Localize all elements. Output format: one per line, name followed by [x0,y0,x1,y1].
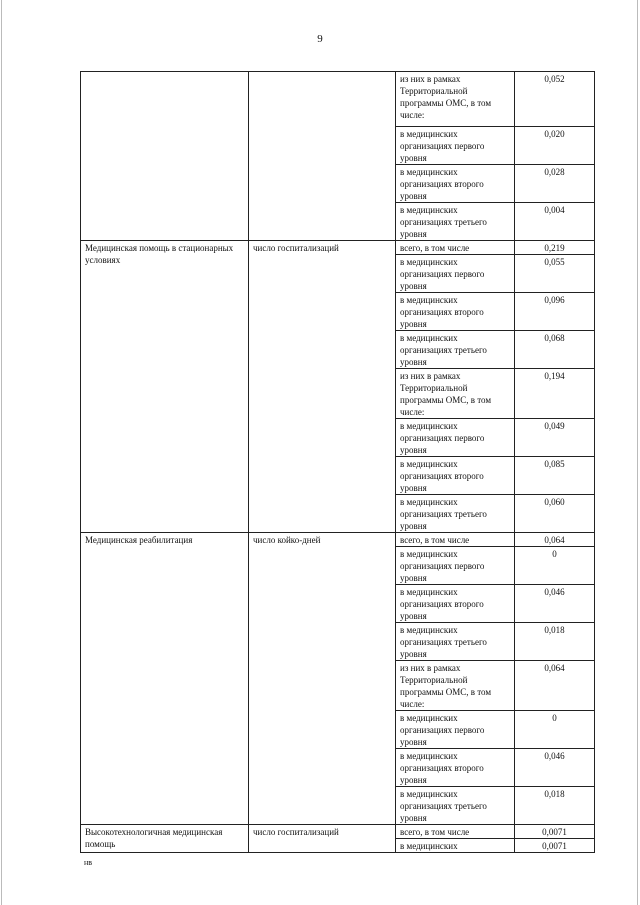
unit-cell [249,72,396,241]
indicator-cell: в медицинских организациях первого уровня [396,255,515,293]
value-cell: 0 [515,711,595,749]
table-row [81,241,595,255]
indicator-cell: в медицинских организациях третьего уровня [396,787,515,825]
value-cell: 0,064 [515,661,595,711]
scan-edge-right [637,0,638,905]
value-cell: 0,049 [515,419,595,457]
value-cell: 0,046 [515,585,595,623]
indicator-cell: в медицинских организациях второго уровня [396,457,515,495]
value-cell: 0,096 [515,293,595,331]
value-cell: 0,020 [515,127,595,165]
unit-cell: число госпитализаций [249,241,396,533]
section-cell: Высокотехнологичная медицинская помощь [81,825,249,853]
section-cell [81,72,249,241]
indicator-cell: всего, в том числе [396,825,515,839]
unit-cell: число койко-дней [249,533,396,825]
value-cell: 0,068 [515,331,595,369]
indicator-cell: в медицинских организациях третьего уровня [396,331,515,369]
indicator-cell: всего, в том числе [396,241,515,255]
value-cell: 0,194 [515,369,595,419]
table-row [81,533,595,547]
value-cell: 0,004 [515,203,595,241]
indicator-cell: в медицинских организациях первого уровня [396,711,515,749]
indicator-cell: в медицинских организациях второго уровня [396,293,515,331]
value-cell: 0,219 [515,241,595,255]
indicator-cell: в медицинских организациях третьего уровня [396,495,515,533]
scan-edge-left [1,0,2,905]
value-cell: 0,046 [515,749,595,787]
section-cell: Медицинская помощь в стационарных условиях [81,241,249,533]
table-row [81,825,595,839]
value-cell: 0,085 [515,457,595,495]
value-cell: 0,052 [515,72,595,127]
value-cell: 0,0071 [515,825,595,839]
value-cell: 0,060 [515,495,595,533]
indicator-cell: в медицинских организациях второго уровня [396,585,515,623]
norms-table [80,71,595,853]
footer-mark: нв [84,858,93,867]
value-cell: 0,018 [515,787,595,825]
indicator-cell: в медицинских [396,839,515,853]
indicator-cell: в медицинских организациях первого уровня [396,127,515,165]
indicator-cell: в медицинских организациях первого уровня [396,419,515,457]
indicator-cell: в медицинских организациях первого уровня [396,547,515,585]
indicator-cell: из них в рамках Территориальной программы ОМС, в том числе: [396,661,515,711]
value-cell: 0,055 [515,255,595,293]
norms-table-body [81,72,595,853]
indicator-cell: из них в рамках Территориальной программы ОМС, в том числе: [396,369,515,419]
indicator-cell: всего, в том числе [396,533,515,547]
section-cell: Медицинская реабилитация [81,533,249,825]
indicator-cell: в медицинских организациях второго уровня [396,749,515,787]
indicator-cell: в медицинских организациях третьего уровня [396,623,515,661]
value-cell: 0,064 [515,533,595,547]
value-cell: 0 [515,547,595,585]
value-cell: 0,018 [515,623,595,661]
unit-cell: число госпитализаций [249,825,396,853]
indicator-cell: в медицинских организациях второго уровня [396,165,515,203]
page-number: 9 [317,33,323,45]
value-cell: 0,028 [515,165,595,203]
indicator-cell: из них в рамках Территориальной программы ОМС, в том числе: [396,72,515,127]
indicator-cell: в медицинских организациях третьего уровня [396,203,515,241]
value-cell: 0,0071 [515,839,595,853]
table-row [81,72,595,127]
